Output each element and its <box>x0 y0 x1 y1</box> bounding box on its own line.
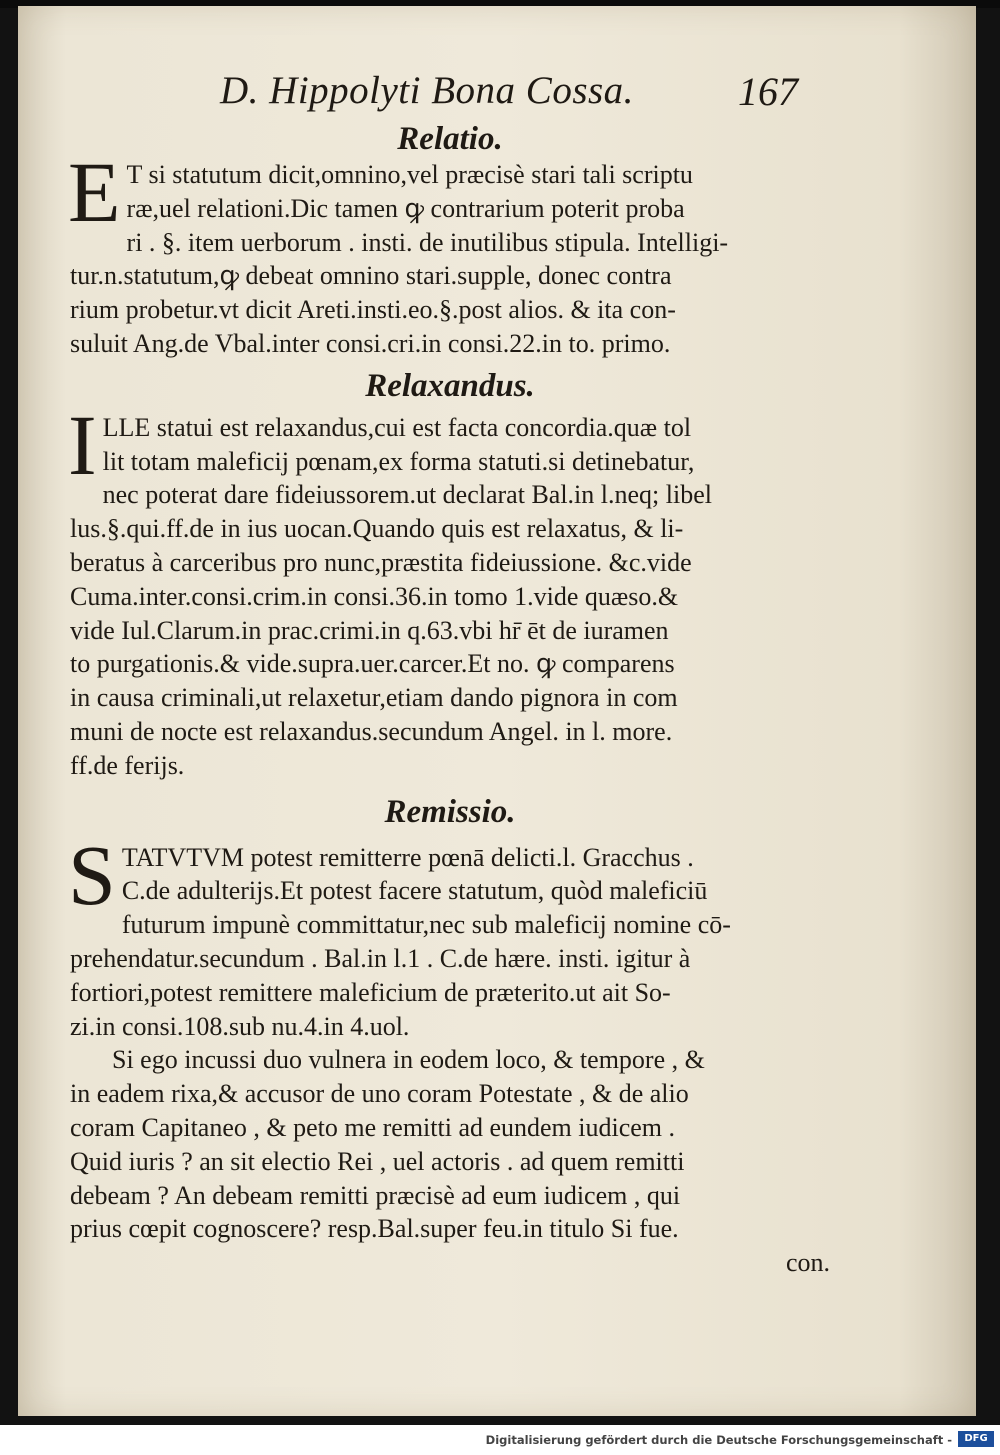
text-line: nec poterat dare fideiussorem.ut declarat Bal.in l.neq; libel <box>102 480 712 510</box>
text-line: futurum impunè committatur,nec sub maleficij nomine cō- <box>121 910 731 940</box>
text-line: in causa criminali,ut relaxetur,etiam dando pignora in com <box>70 683 678 713</box>
page-number: 167 <box>738 69 798 114</box>
drop-cap: S <box>68 826 116 923</box>
text-line: lit totam maleficij pœnam,ex forma statuti.si detinebatur, <box>102 446 695 476</box>
text-line: to purgationis.& vide.supra.uer.carcer.Et no. ꝙ comparens <box>70 649 675 679</box>
text-line: LLE statui est relaxandus,cui est facta concordia.quæ tol <box>102 412 692 442</box>
page-text-block <box>70 62 830 1282</box>
section-heading-relatio: Relatio. <box>397 121 503 157</box>
dfg-logo: DFG <box>958 1431 994 1447</box>
text-line: ri . §. item uerborum . insti. de inutilibus stipula. Intelligi- <box>126 227 729 257</box>
text-line: zi.in consi.108.sub nu.4.in 4.uol. <box>70 1011 410 1041</box>
text-line: prius cœpit cognoscere? resp.Bal.super feu.in titulo Si fue. <box>70 1214 679 1244</box>
text-line: debeam ? An debeam remitti præcisè ad eum iudicem , qui <box>70 1180 681 1210</box>
drop-cap: E <box>68 144 121 240</box>
text-line: rium probetur.vt dicit Areti.insti.eo.§.post alios. & ita con- <box>70 295 676 325</box>
catchword: con. <box>785 1248 830 1278</box>
text-line: T si statutum dicit,omnino,vel præcisè stari tali scriptu <box>126 160 693 189</box>
running-title: D. Hippolyti Bona Cossa. <box>220 69 634 112</box>
text-line: in eadem rixa,& accusor de uno coram Potestate , & de alio <box>70 1079 689 1109</box>
paragraph-remissio-2 <box>70 1043 830 1246</box>
section-heading-relaxandus: Relaxandus. <box>365 367 535 404</box>
text-line: Cuma.inter.consi.crim.in consi.36.in tomo 1.vide quæso.& <box>70 581 679 611</box>
funding-credit: Digitalisierung gefördert durch die Deutsche Forschungsgemeinschaft - <box>485 1433 952 1447</box>
book-page <box>18 6 976 1416</box>
text-line: lus.§.qui.ff.de in ius uocan.Quando quis est relaxatus, & li- <box>70 514 684 544</box>
text-line: ff.de ferijs. <box>70 750 185 780</box>
text-line: muni de nocte est relaxandus.secundum Angel. in l. more. <box>70 716 673 746</box>
text-line: Si ego incussi duo vulnera in eodem loco, & tempore , & <box>112 1045 705 1075</box>
text-line: coram Capitaneo , & peto me remitti ad eundem iudicem . <box>70 1112 676 1142</box>
text-line: prehendatur.secundum . Bal.in l.1 . C.de hære. insti. igitur à <box>70 943 691 973</box>
text-line: fortiori,potest remittere maleficium de præterito.ut ait So- <box>70 977 671 1007</box>
paragraph-remissio <box>68 826 830 1044</box>
text-line: vide Iul.Clarum.in prac.crimi.in q.63.vbi hr̄ ēt de iuramen <box>70 615 669 645</box>
text-line: TATVTVM potest remitterre pœnā delicti.l. Gracchus . <box>121 842 694 872</box>
text-line: Quid iuris ? an sit electio Rei , uel actoris . ad quem remitti <box>70 1146 685 1176</box>
section-heading-remissio: Remissio. <box>384 793 516 830</box>
drop-cap: I <box>68 396 97 493</box>
text-line: suluit Ang.de Vbal.inter consi.cri.in consi.22.in to. primo. <box>70 328 671 358</box>
catchword-row <box>70 1246 830 1282</box>
text-line: C.de adulterijs.Et potest facere statutum, quòd maleficiū <box>121 876 708 906</box>
text-line: beratus à carceribus pro nunc,præstita fideiussione. &c.vide <box>70 547 692 577</box>
paragraph-relatio <box>68 144 830 361</box>
paragraph-relaxandus <box>68 396 830 783</box>
digitization-footer <box>0 1425 1000 1455</box>
running-header <box>70 62 830 120</box>
text-line: tur.n.statutum,ꝙ debeat omnino stari.supple, donec contra <box>70 261 672 291</box>
text-line: ræ,uel relationi.Dic tamen ꝙ contrarium poterit proba <box>126 193 685 223</box>
